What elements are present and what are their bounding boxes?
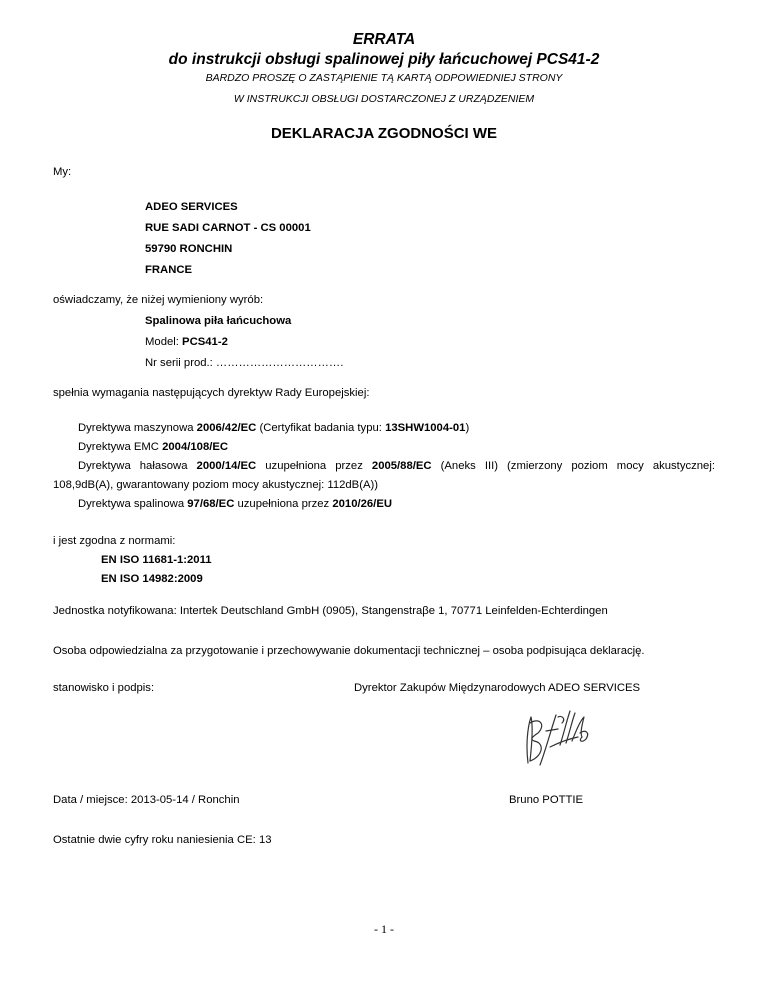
directive-exhaust bbox=[78, 498, 392, 510]
we-label: My: bbox=[53, 166, 72, 178]
emc-label: Dyrektywa EMC bbox=[78, 441, 163, 453]
noise-code: 2000/14/EC bbox=[196, 460, 257, 472]
errata-note-line-2: W INSTRUKCJI OBSŁUGI DOSTARCZONEJ Z URZĄDZENIEM bbox=[233, 93, 535, 105]
product-serial: Nr serii prod.: ……………………………. bbox=[145, 357, 344, 369]
exhaust-mid: uzupełniona przez bbox=[234, 498, 333, 510]
handwritten-signature bbox=[500, 703, 610, 783]
noise-code-2: 2005/88/EC bbox=[371, 460, 432, 472]
notified-body: Jednostka notyfikowana: Intertek Deutschland GmbH (0905), Stangenstraβe 1, 70771 Leinfelden-Echterdingen bbox=[53, 605, 608, 617]
ce-year-note: Ostatnie dwie cyfry roku naniesienia CE: 13 bbox=[53, 834, 272, 846]
directive-noise-line-1 bbox=[78, 460, 715, 472]
noise-end: (Aneks III) (zmierzony poziom mocy akustycznej: bbox=[431, 460, 715, 472]
machinery-mid: (Certyfikat badania typu: bbox=[256, 422, 386, 434]
errata-subtitle: do instrukcji obsługi spalinowej piły łańcuchowej PCS41-2 bbox=[168, 51, 600, 68]
noise-mid: uzupełniona przez bbox=[256, 460, 372, 472]
standard-item-2: EN ISO 14982:2009 bbox=[101, 573, 203, 585]
model-value: PCS41-2 bbox=[182, 336, 228, 348]
page-number: - 1 - bbox=[374, 922, 394, 936]
exhaust-label: Dyrektywa spalinowa bbox=[78, 498, 188, 510]
declaration-title: DEKLARACJA ZGODNOŚCI WE bbox=[270, 125, 498, 142]
address-line-street: RUE SADI CARNOT - CS 00001 bbox=[145, 222, 311, 234]
machinery-end: ) bbox=[465, 422, 470, 434]
address-line-country: FRANCE bbox=[145, 264, 193, 276]
noise-label: Dyrektywa hałasowa bbox=[78, 460, 197, 472]
exhaust-code-2: 2010/26/EU bbox=[332, 498, 393, 510]
address-line-company: ADEO SERVICES bbox=[145, 201, 238, 213]
standard-item-1: EN ISO 11681-1:2011 bbox=[101, 554, 212, 566]
signatory-name: Bruno POTTIE bbox=[509, 794, 584, 806]
directives-intro: spełnia wymagania następujących dyrektyw Rady Europejskiej: bbox=[53, 387, 370, 399]
machinery-cert: 13SHW1004-01 bbox=[385, 422, 466, 434]
model-label: Model: bbox=[145, 336, 183, 348]
product-intro: oświadczamy, że niżej wymieniony wyrób: bbox=[53, 294, 264, 306]
signatory-position: Dyrektor Zakupów Międzynarodowych ADEO SERVICES bbox=[354, 682, 641, 694]
exhaust-code: 97/68/EC bbox=[187, 498, 235, 510]
directive-noise-line-2: 108,9dB(A), gwarantowany poziom mocy akustycznej: 112dB(A)) bbox=[53, 479, 379, 491]
emc-code: 2004/108/EC bbox=[162, 441, 229, 453]
product-model bbox=[145, 336, 228, 348]
responsible-person: Osoba odpowiedzialna za przygotowanie i przechowywanie dokumentacji technicznej – osoba podpisująca deklarację. bbox=[53, 645, 645, 657]
signature-label: stanowisko i podpis: bbox=[53, 682, 155, 694]
directive-machinery bbox=[78, 422, 469, 434]
machinery-code: 2006/42/EC bbox=[196, 422, 257, 434]
errata-title: ERRATA bbox=[352, 31, 416, 48]
directive-emc bbox=[78, 441, 228, 453]
address-line-city: 59790 RONCHIN bbox=[145, 243, 233, 255]
date-place: Data / miejsce: 2013-05-14 / Ronchin bbox=[53, 794, 240, 806]
errata-note-line-1: BARDZO PROSZĘ O ZASTĄPIENIE TĄ KARTĄ ODPOWIEDNIEJ STRONY bbox=[205, 72, 563, 84]
product-name: Spalinowa piła łańcuchowa bbox=[145, 315, 292, 327]
machinery-label: Dyrektywa maszynowa bbox=[78, 422, 197, 434]
standards-intro: i jest zgodna z normami: bbox=[53, 535, 176, 547]
